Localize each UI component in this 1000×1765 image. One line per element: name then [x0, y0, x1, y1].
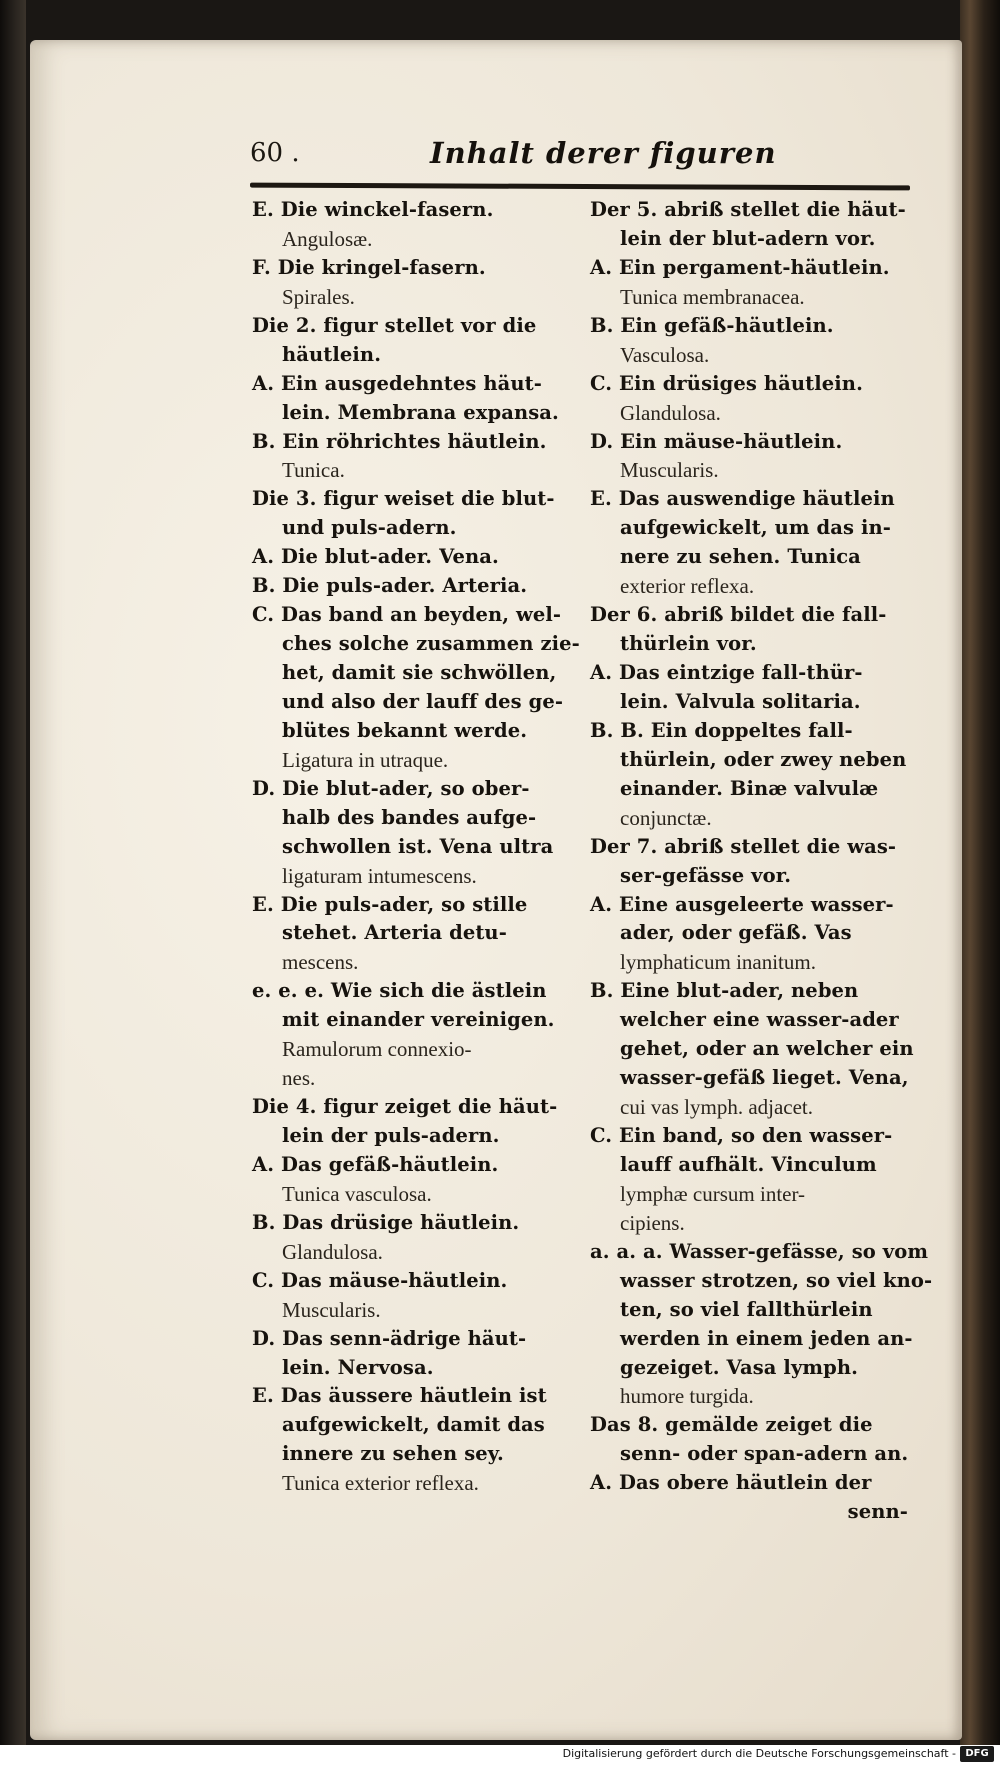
- text-line: D. Ein mäuse-häutlein.: [590, 429, 843, 453]
- text-line: Ramulorum connexio-: [282, 1037, 472, 1062]
- text-line: Tunica.: [282, 458, 345, 483]
- text-line: lein. Valvula solitaria.: [620, 689, 861, 713]
- text-line: werden in einem jeden an-: [620, 1326, 913, 1350]
- text-line: B. Eine blut-ader, neben: [590, 979, 859, 1003]
- dfg-logo: DFG: [960, 1746, 994, 1762]
- text-line: A. Ein ausgedehntes häut-: [252, 371, 542, 395]
- text-line: welcher eine wasser-ader: [620, 1008, 899, 1032]
- text-line: und puls-adern.: [282, 516, 457, 540]
- text-line: Die 4. figur zeiget die häut-: [252, 1095, 558, 1119]
- right-column: [590, 196, 933, 1527]
- text-line: ligaturam intumescens.: [282, 863, 477, 888]
- text-line: Der 5. abriß stellet die häut-: [590, 198, 906, 221]
- page-header: [250, 138, 910, 178]
- text-line: Das 8. gemälde zeiget die: [590, 1413, 873, 1437]
- text-line: gehet, oder an welcher ein: [620, 1037, 914, 1061]
- text-line: E. Die winckel-fasern.: [252, 198, 494, 221]
- text-line: lymphæ cursum inter-: [620, 1181, 806, 1206]
- text-line: C. Ein band, so den wasser-: [590, 1124, 893, 1147]
- page-number: 60 .: [250, 138, 300, 168]
- text-line: senn-: [847, 1500, 908, 1524]
- text-line: stehet. Arteria detu-: [282, 921, 507, 945]
- text-line: Die 2. figur stellet vor die: [252, 313, 537, 337]
- text-line: thürlein, oder zwey neben: [620, 747, 907, 771]
- text-line: wasser-gefäß lieget. Vena,: [620, 1066, 909, 1090]
- text-line: B. Die puls-ader. Arteria.: [252, 574, 528, 598]
- text-line: exterior reflexa.: [620, 574, 755, 599]
- text-line: D. Das senn-ädrige häut-: [252, 1326, 527, 1350]
- text-line: ader, oder gefäß. Vas: [620, 921, 852, 945]
- text-line: e. e. e. Wie sich die ästlein: [252, 979, 547, 1003]
- text-line: Tunica membranacea.: [620, 284, 805, 309]
- text-line: lymphaticum inanitum.: [620, 950, 816, 975]
- text-line: Vasculosa.: [620, 342, 710, 367]
- text-line: Spirales.: [282, 284, 355, 309]
- text-line: mit einander vereinigen.: [282, 1008, 555, 1032]
- text-line: lein der puls-adern.: [282, 1124, 500, 1147]
- left-column: [252, 196, 580, 1498]
- text-line: humore turgida.: [620, 1384, 754, 1409]
- text-line: Glandulosa.: [282, 1239, 383, 1264]
- text-line: lein. Membrana expansa.: [282, 400, 559, 424]
- text-line: ches solche zusammen zie-: [282, 632, 580, 656]
- text-line: B. Das drüsige häutlein.: [252, 1210, 520, 1234]
- text-line: C. Das band an beyden, wel-: [252, 603, 562, 627]
- text-line: und also der lauff des ge-: [282, 689, 564, 713]
- text-line: conjunctæ.: [620, 805, 712, 830]
- text-line: Der 6. abriß bildet die fall-: [590, 603, 887, 627]
- text-line: nes.: [282, 1066, 316, 1091]
- text-line: einander. Binæ valvulæ: [620, 776, 879, 800]
- text-line: A. Ein pergament-häutlein.: [590, 255, 890, 279]
- text-line: a. a. a. Wasser-gefässe, so vom: [590, 1239, 929, 1263]
- text-line: wasser strotzen, so viel kno-: [620, 1268, 933, 1292]
- text-line: blütes bekannt werde.: [282, 718, 528, 742]
- text-line: Die 3. figur weiset die blut-: [252, 487, 555, 511]
- footer-credit: Digitalisierung gefördert durch die Deutsche Forschungsgemeinschaft -: [562, 1747, 956, 1760]
- text-line: Tunica vasculosa.: [282, 1181, 432, 1206]
- text-line: cipiens.: [620, 1210, 685, 1235]
- text-line: Muscularis.: [282, 1297, 381, 1322]
- text-line: A. Das gefäß-häutlein.: [252, 1152, 499, 1176]
- book-edge-right: [960, 0, 1000, 1755]
- text-line: Glandulosa.: [620, 400, 721, 425]
- text-line: C. Das mäuse-häutlein.: [252, 1268, 508, 1292]
- text-line: A. Das obere häutlein der: [590, 1471, 872, 1495]
- book-edge-left: [0, 0, 26, 1765]
- text-line: Der 7. abriß stellet die was-: [590, 834, 897, 858]
- text-line: A. Das eintzige fall-thür-: [590, 661, 863, 684]
- text-line: B. Ein gefäß-häutlein.: [590, 313, 834, 337]
- text-line: senn- oder span-adern an.: [620, 1442, 909, 1466]
- text-line: A. Eine ausgeleerte wasser-: [590, 892, 894, 916]
- text-line: E. Das auswendige häutlein: [590, 487, 895, 511]
- text-line: het, damit sie schwöllen,: [282, 661, 557, 684]
- text-line: häutlein.: [282, 342, 382, 366]
- text-line: thürlein vor.: [620, 632, 757, 656]
- text-line: B. Ein röhrichtes häutlein.: [252, 429, 547, 453]
- text-line: A. Die blut-ader. Vena.: [252, 545, 499, 569]
- text-line: F. Die kringel-fasern.: [252, 255, 486, 279]
- text-line: C. Ein drüsiges häutlein.: [590, 371, 863, 395]
- text-line: lein der blut-adern vor.: [620, 226, 876, 250]
- text-line: innere zu sehen sey.: [282, 1442, 504, 1466]
- text-line: lauff aufhält. Vinculum: [620, 1152, 877, 1176]
- text-line: gezeiget. Vasa lymph.: [620, 1355, 859, 1379]
- text-line: mescens.: [282, 950, 359, 975]
- text-line: aufgewickelt, damit das: [282, 1413, 545, 1437]
- text-line: ten, so viel fallthürlein: [620, 1297, 873, 1321]
- text-line: B. B. Ein doppeltes fall-: [590, 718, 853, 742]
- text-line: nere zu sehen. Tunica: [620, 545, 861, 569]
- text-line: halb des bandes aufge-: [282, 805, 537, 829]
- text-line: D. Die blut-ader, so ober-: [252, 776, 530, 800]
- text-line: E. Das äussere häutlein ist: [252, 1384, 547, 1408]
- text-line: aufgewickelt, um das in-: [620, 516, 891, 540]
- text-line: Angulosæ.: [282, 226, 373, 251]
- text-line: ser-gefässe vor.: [620, 863, 792, 887]
- text-line: schwollen ist. Vena ultra: [282, 834, 554, 858]
- text-line: Ligatura in utraque.: [282, 747, 449, 772]
- text-line: lein. Nervosa.: [282, 1355, 434, 1379]
- running-head: Inhalt derer figuren: [430, 136, 777, 170]
- text-line: cui vas lymph. adjacet.: [620, 1095, 814, 1120]
- text-line: Tunica exterior reflexa.: [282, 1471, 479, 1496]
- text-line: E. Die puls-ader, so stille: [252, 892, 528, 916]
- text-line: Muscularis.: [620, 458, 719, 483]
